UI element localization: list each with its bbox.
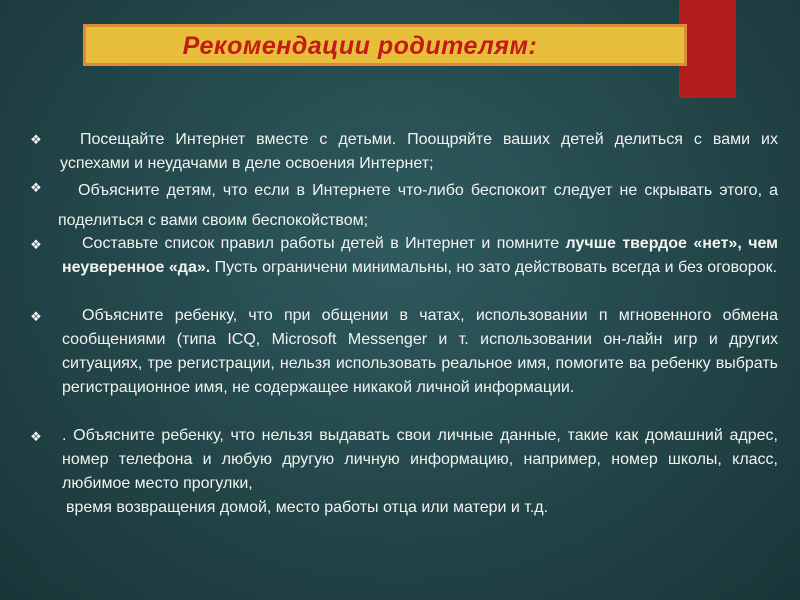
diamond-bullet-icon: ❖ [30,132,42,147]
list-item: . Объясните ребенку, что нельзя выдавать свои личные данные, такие как домашний адрес, номер телефона и любую другую личную информацию, например, номер школы, класс, любимое место прогулки, [62,427,778,492]
list-item-text: Пусть ограничени минимальны, но зато действовать всегда и без оговорок. [210,259,778,276]
emphasis-text: лучше твердое «нет», чем неуверенное «да». [62,235,779,276]
list-item-continuation: время возвращения домой, место работы отца или матери и т.д. [66,499,549,516]
diamond-bullet-icon: ❖ [30,309,42,324]
list-item: Объясните детям, что если в Интернете что-либо беспокоит следует не скрывать этого, а поделиться с вами своим беспокойством; [58,182,778,229]
diamond-bullet-icon: ❖ [30,429,42,444]
list-item: Объясните ребенку, что при общении в чатах, использовании п мгновенного обмена сообщениями (типа ICQ, Microsoft Messenger и т. использовании он-лайн игр и других ситуациях, тре регистрации, нельзя использовать реальное имя, помогите ва ребенку выбрать регистрационное имя, не содержащее никакой личной информации. [62,307,778,396]
list-item [62,232,778,280]
slide-title: Рекомендации родителям: [182,32,538,60]
list-item-text: Составьте список правил работы детей в Интернет и помните [82,235,566,252]
recommendations-list [0,126,800,526]
diamond-bullet-icon: ❖ [30,237,42,252]
diamond-bullet-icon: ❖ [30,180,42,195]
list-item: Посещайте Интернет вместе с детьми. Поощряйте ваших детей делиться с вами их успехами и неудачами в деле освоения Интернет; [60,131,778,172]
red-accent-bar [679,0,736,98]
